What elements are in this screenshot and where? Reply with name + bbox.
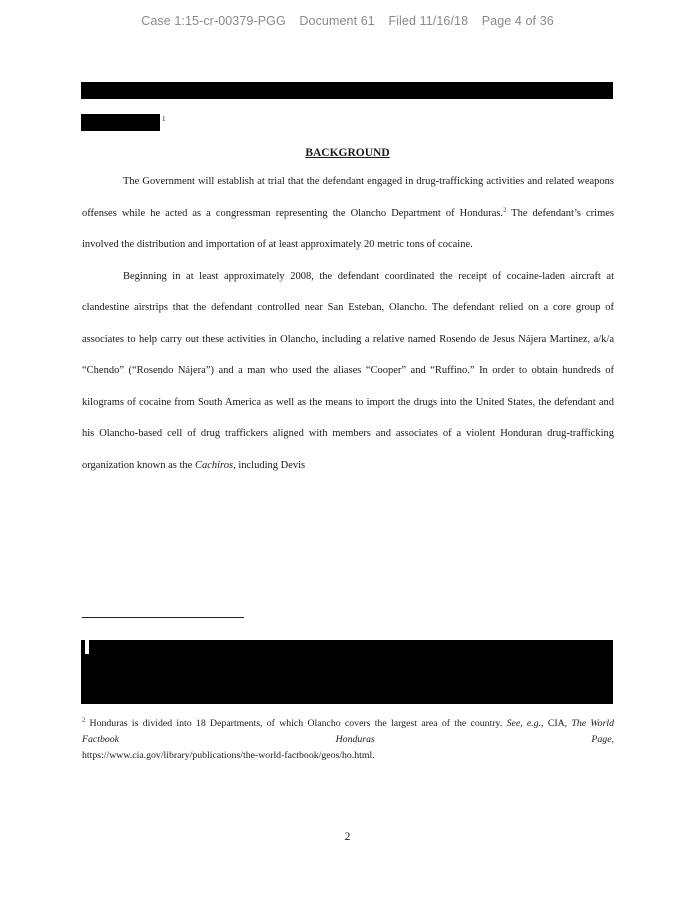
footnote-2-book-title: The World Factbook Honduras Page — [82, 718, 615, 745]
footnote-2-line: $^2$ Honduras is divided into 18 Departments, of which Olancho covers the largest area of the country. See, e.g., CIA, The World Factbook Honduras Page, — [82, 716, 615, 745]
paragraph-2-text: Beginning in at least approximately 2008, the defendant coordinated the receipt of cocaine-laden aircraft at clandestine airstrips that the defendant controlled near San Esteban, Olancho. The defendant relied on a core group of associates to help carry out these activities in Olancho, including a relative named Rosendo de Jesus Nájera Martinez, a/k/a “Chendo” (“Rosendo Nájera”) and a man who used the aliases “Cooper” and “Ruffino.” In order to obtain hundreds of kilograms of cocaine from South America as well as the means to import the drugs into the United States, the defendant and his Olancho-based cell of drug traffickers aligned with members and associates of a violent Honduran drug-trafficking organization known as the — [82, 270, 614, 471]
case-header — [0, 14, 695, 28]
page-number: 2 — [344, 831, 351, 843]
section-heading: BACKGROUND — [305, 147, 390, 159]
footnote-2-see: See — [506, 718, 521, 729]
body-text — [82, 166, 614, 481]
footnote-2-marker: 2 — [82, 716, 86, 724]
footnote-separator — [82, 617, 244, 618]
footnote-2-url[interactable]: https://www.cia.gov/library/publications/the-world-factbook/geos/ho.html. — [82, 750, 375, 761]
page-indicator: Page 4 of 36 — [481, 14, 554, 28]
footnote-1-gap — [85, 640, 89, 654]
paragraph-1-text: The Government will establish at trial that the defendant engaged in drug-trafficking activities and related weapons offenses while he acted as a congressman representing the Olancho Department of Honduras. — [82, 176, 614, 219]
footnote-2-eg: e.g. — [526, 718, 542, 729]
footnote-2-text: Honduras is divided into 18 Departments, of which Olancho covers the largest area of the country. — [85, 718, 503, 729]
footnote-2-cia: CIA, — [547, 718, 568, 729]
footnote-marker-1: 1 — [162, 115, 166, 123]
footnote-2 — [82, 716, 614, 764]
redaction-bar-short — [81, 114, 160, 131]
paragraph-2 — [82, 261, 614, 482]
paragraph-1-text-cont: The defendant’s crimes involved the distribution and importation of at least approximately 20 metric tons of cocaine. — [82, 207, 614, 250]
redaction-footnote-1 — [81, 640, 613, 704]
document-number: Document 61 — [299, 14, 375, 28]
footnote-ref-2: 2 — [503, 206, 507, 213]
filed-date: Filed 11/16/18 — [388, 14, 469, 28]
case-number: Case 1:15-cr-00379-PGG — [141, 14, 286, 28]
organization-name: Cachiros — [194, 459, 234, 471]
paragraph-1 — [82, 166, 614, 261]
redaction-bar-top — [81, 82, 613, 99]
paragraph-2-text-cont: , including Devis — [233, 459, 306, 471]
